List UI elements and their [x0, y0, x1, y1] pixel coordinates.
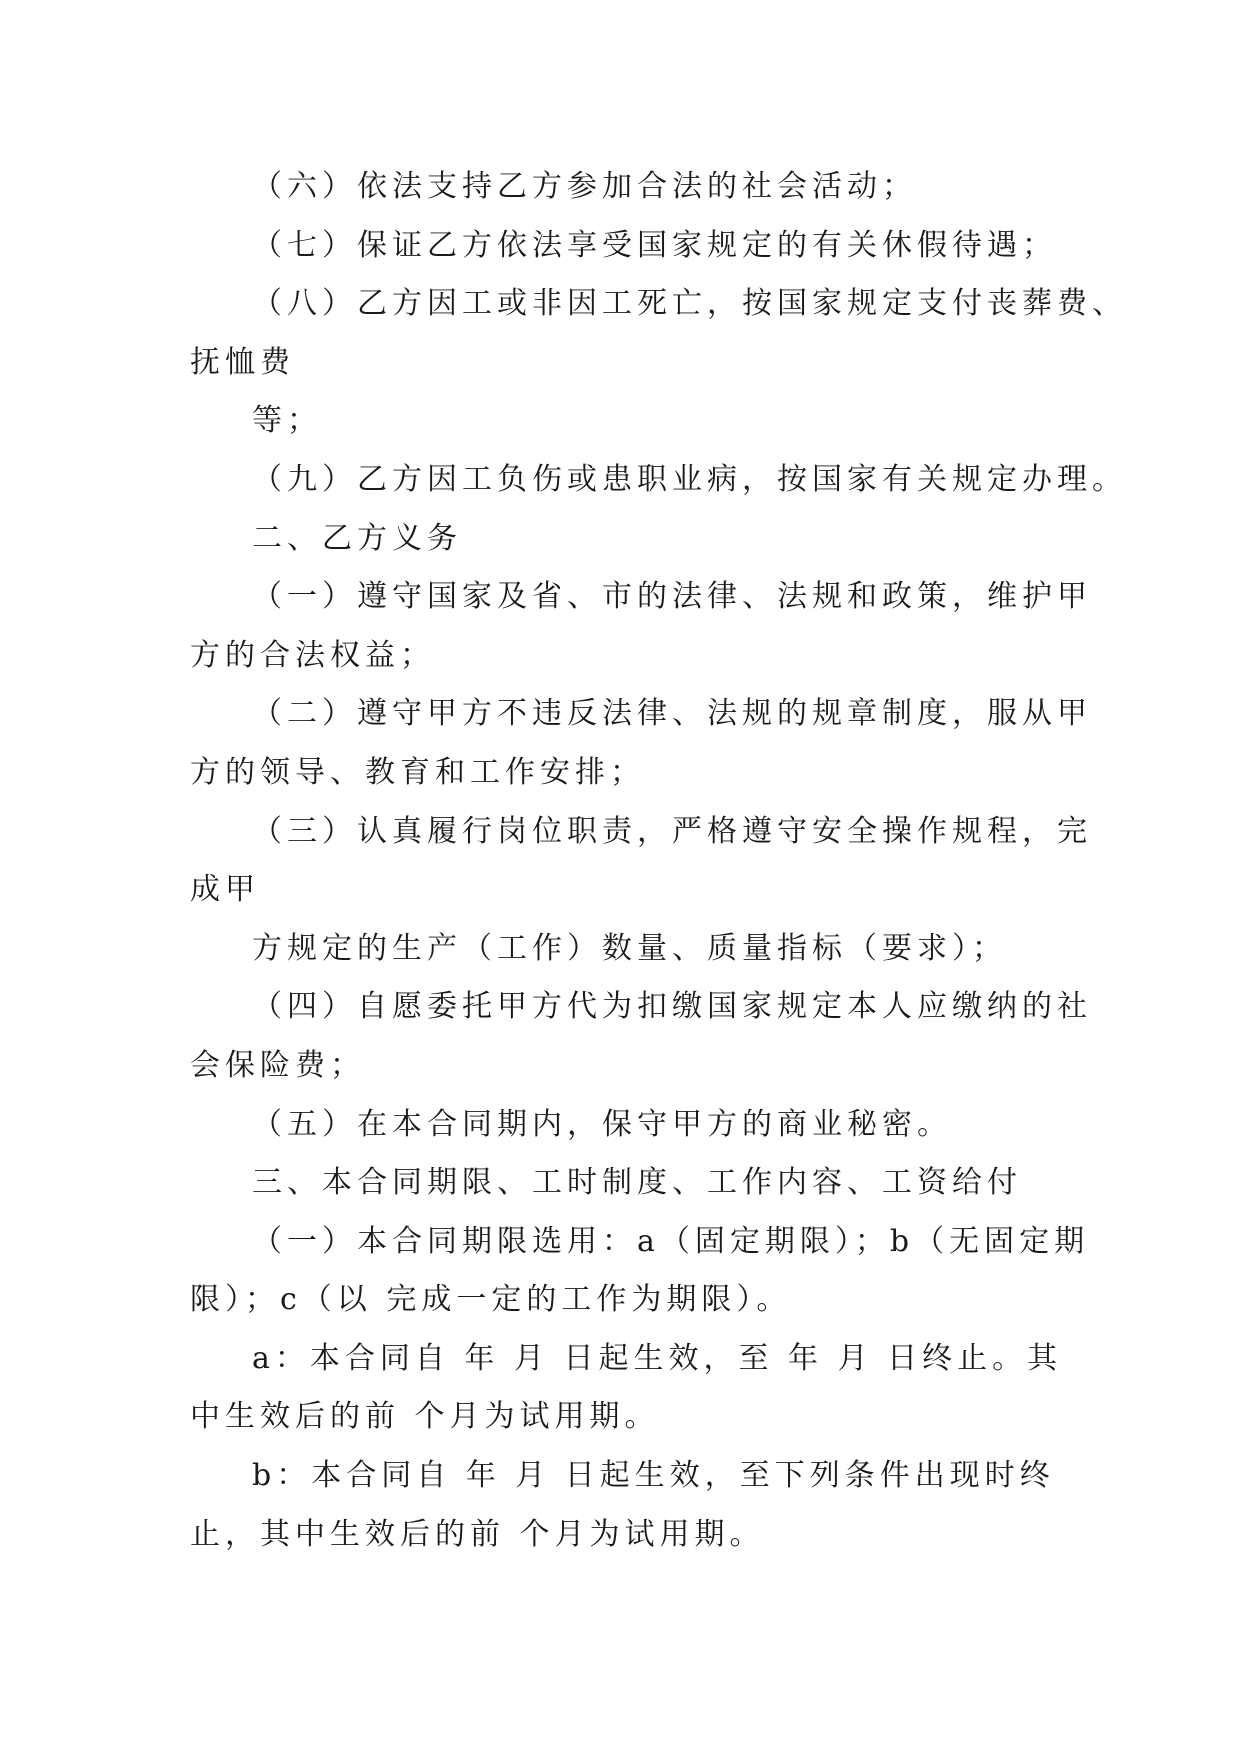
- text-line: （四）自愿委托甲方代为扣缴国家规定本人应缴纳的社: [252, 989, 1092, 1025]
- text-line: （一）遵守国家及省、市的法律、法规和政策，维护甲: [252, 579, 1092, 615]
- text-line: 二、乙方义务: [252, 520, 462, 556]
- text-line: a：本合同自 年 月 日起生效，至 年 月 日终止。其: [252, 1340, 1063, 1376]
- text-line: 会保险费；: [190, 1047, 365, 1083]
- text-line: （六）依法支持乙方参加合法的社会活动；: [252, 169, 917, 204]
- text-line: （九）乙方因工负伤或患职业病，按国家有关规定办理。: [252, 461, 1127, 497]
- text-line: （一）本合同期限选用：a（固定期限）；b（无固定期: [252, 1223, 1090, 1259]
- text-line: （五）在本合同期内，保守甲方的商业秘密。: [252, 1106, 952, 1142]
- document-body: [190, 158, 1127, 1564]
- text-line: 方规定的生产（工作）数量、质量指标（要求）；: [252, 930, 1007, 966]
- text-line: （八）乙方因工或非因工死亡，按国家规定支付丧葬费、: [252, 286, 1127, 322]
- text-line: 方的合法权益；: [190, 637, 435, 673]
- text-line: 成甲: [190, 872, 260, 908]
- text-line: b：本合同自 年 月 日起生效，至下列条件出现时终: [252, 1458, 1055, 1494]
- text-line: （二）遵守甲方不违反法律、法规的规章制度，服从甲: [252, 696, 1092, 732]
- text-line: 抚恤费: [190, 344, 295, 380]
- text-line: （七）保证乙方依法享受国家规定的有关休假待遇；: [252, 227, 1057, 263]
- text-line: 中生效后的前 个月为试用期。: [190, 1399, 660, 1435]
- text-line: 方的领导、教育和工作安排；: [190, 754, 645, 790]
- text-line: 等；: [252, 403, 322, 439]
- text-line: （三）认真履行岗位职责，严格遵守安全操作规程，完: [252, 813, 1092, 849]
- text-line: 止，其中生效后的前 个月为试用期。: [190, 1516, 765, 1552]
- text-line: 限）；c（以 完成一定的工作为期限）。: [190, 1282, 792, 1318]
- text-line: 三、本合同期限、工时制度、工作内容、工资给付: [252, 1165, 1022, 1201]
